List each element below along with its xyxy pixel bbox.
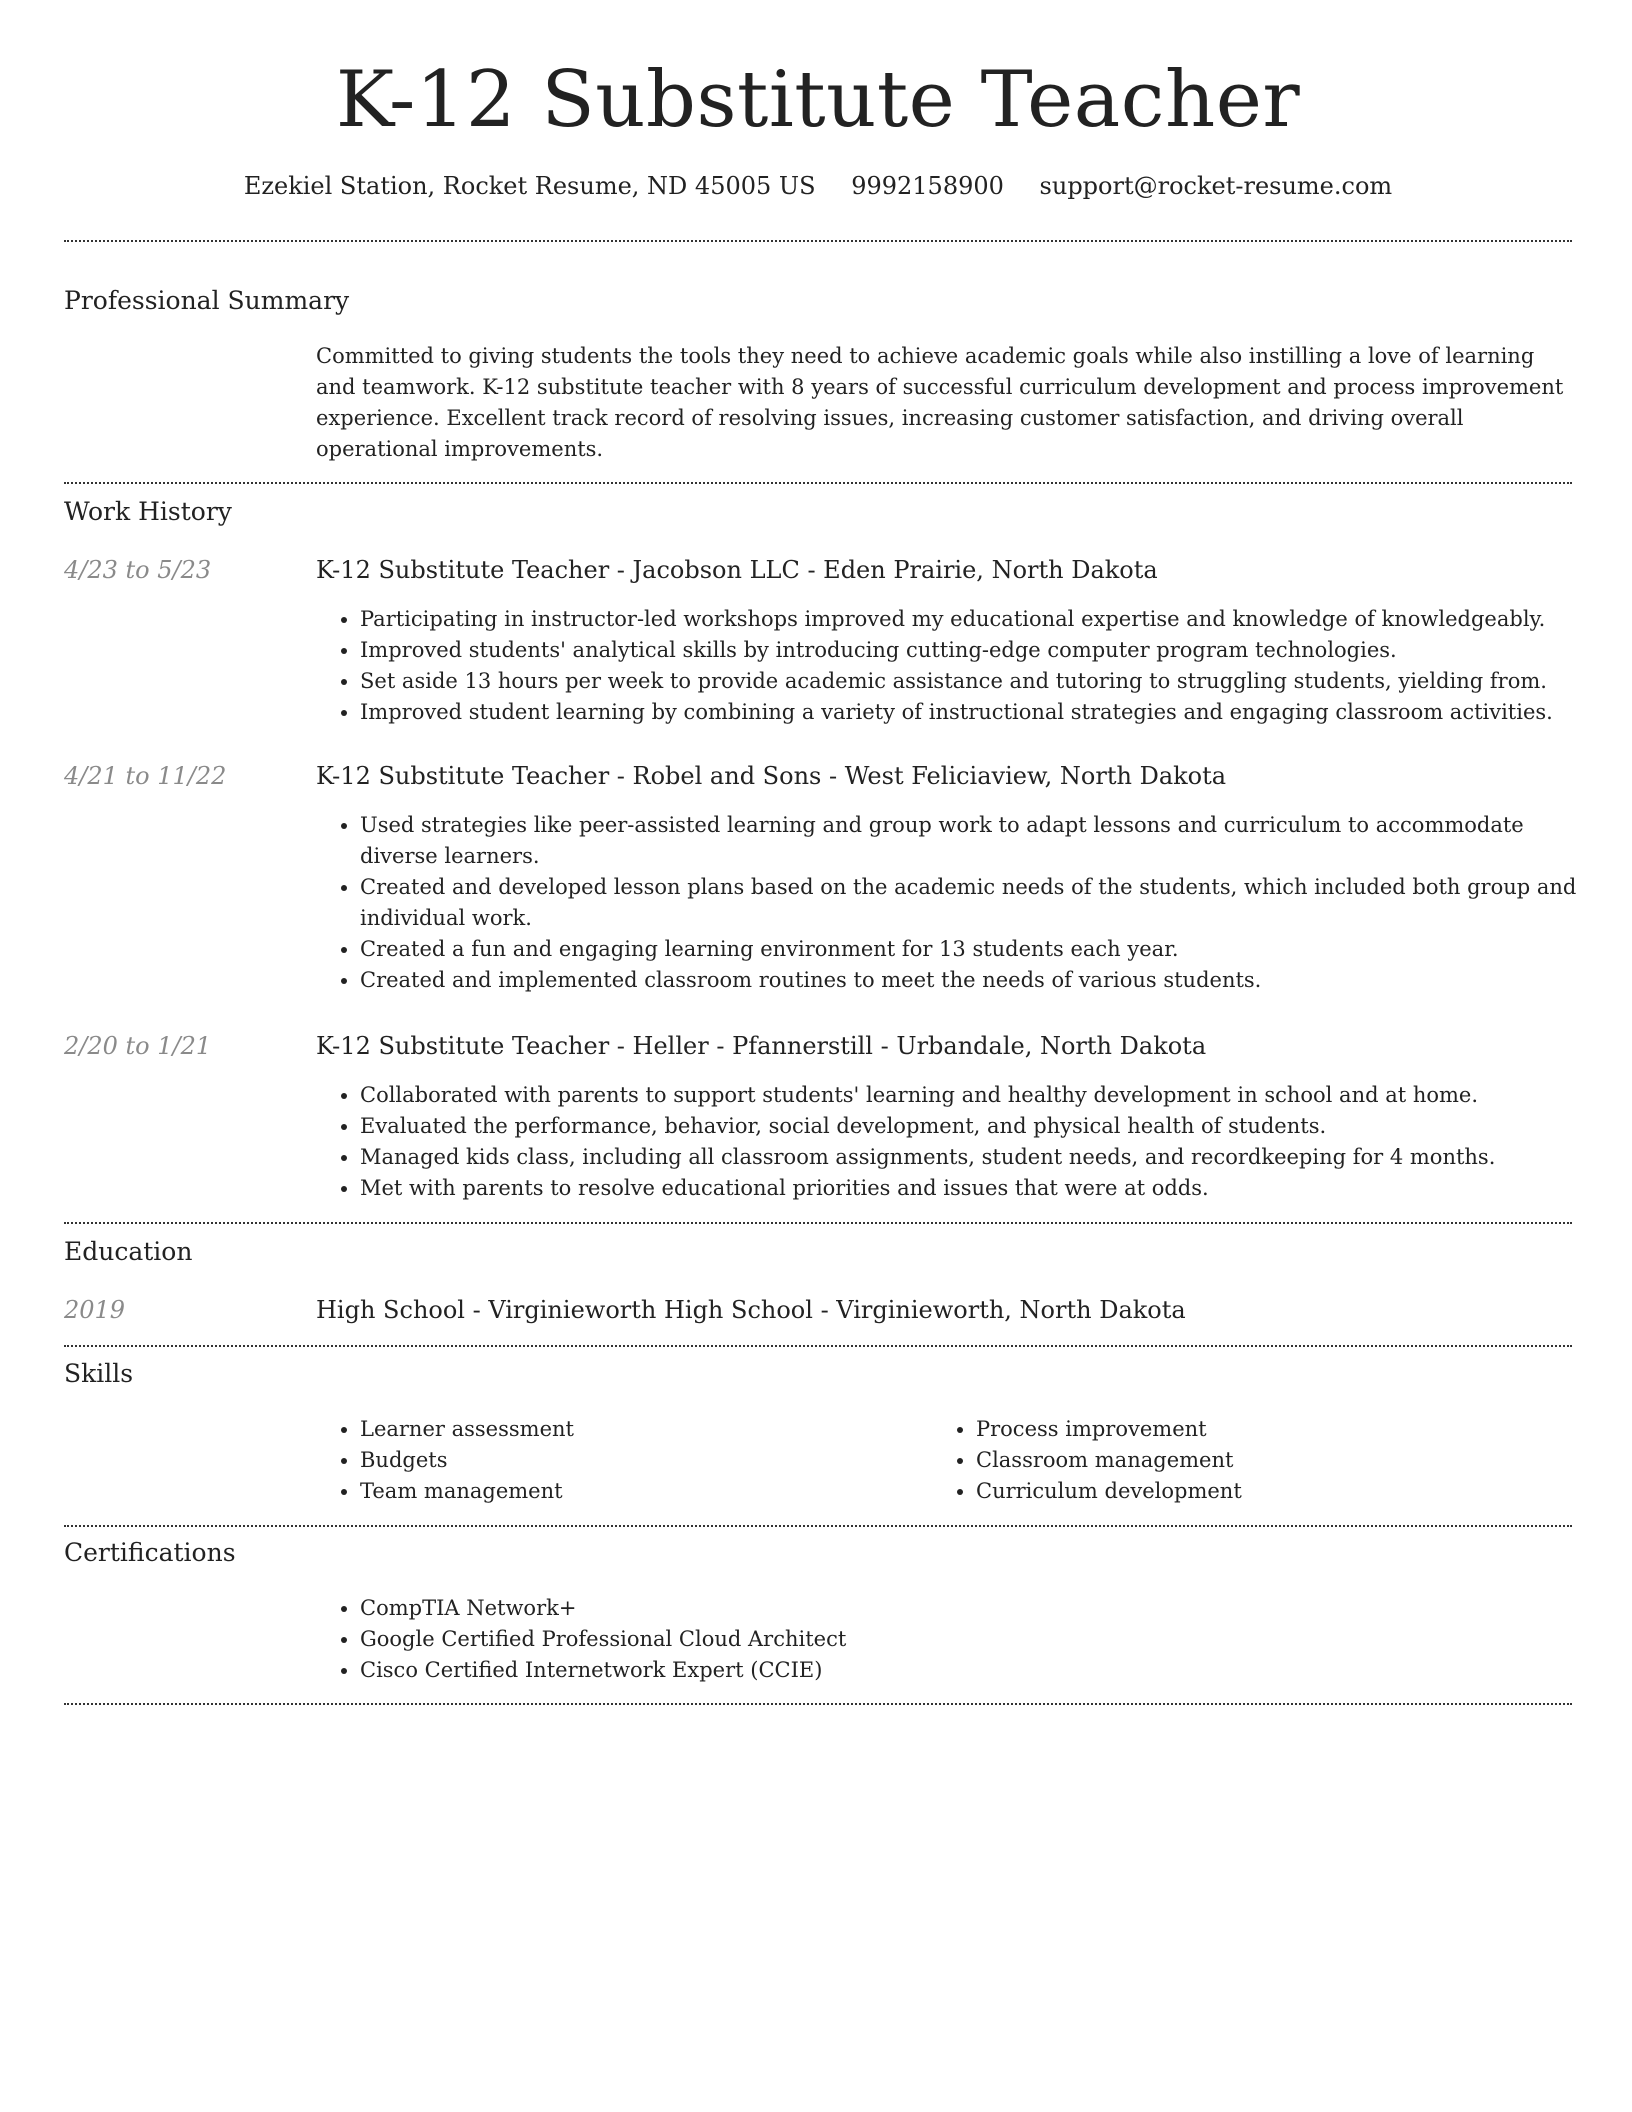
section-divider: [64, 1222, 1572, 1224]
job-heading: K-12 Substitute Teacher - Robel and Sons - West Feliciaview, North Dakota: [316, 762, 1227, 790]
list-item: • Participating in instructor-led workshops improved my educational expertise and knowledge of knowledgeably.: [360, 604, 1580, 635]
job-heading: K-12 Substitute Teacher - Jacobson LLC - Eden Prairie, North Dakota: [316, 556, 1158, 584]
list-item: • Curriculum development: [976, 1476, 1536, 1507]
job-bullets: [316, 1080, 1580, 1204]
job-dates: 4/21 to 11/22: [64, 762, 227, 790]
list-item: • Classroom management: [976, 1445, 1536, 1476]
certifications-section-title: Certifications: [64, 1538, 236, 1567]
job-dates: 4/23 to 5/23: [64, 556, 212, 584]
education-date: 2019: [64, 1296, 126, 1324]
resume-name: K-12 Substitute Teacher: [335, 55, 1301, 145]
list-item: • Google Certified Professional Cloud Architect: [360, 1624, 1580, 1655]
list-item: • Improved students' analytical skills by introducing cutting-edge computer program technologies.: [360, 635, 1580, 666]
section-divider: [64, 1703, 1572, 1705]
job-dates: 2/20 to 1/21: [64, 1032, 212, 1060]
list-item: • Process improvement: [976, 1414, 1536, 1445]
job-bullets: [316, 604, 1580, 728]
section-divider: [64, 1525, 1572, 1527]
summary-text: Committed to giving students the tools they need to achieve academic goals while also instilling a love of learning and teamwork. K-12 substitute teacher with 8 years of successful curriculum development and process improvement experience. Excellent track record of resolving issues, increasing customer satisfaction, and driving overall operational improvements.: [316, 344, 1564, 461]
contact-line: [64, 170, 1572, 202]
work-section-title: Work History: [64, 497, 232, 526]
list-item: • Managed kids class, including all classroom assignments, student needs, and recordkeeping for 4 months.: [360, 1142, 1580, 1173]
list-item: • Created and implemented classroom routines to meet the needs of various students.: [360, 965, 1580, 996]
list-item: • Created a fun and engaging learning environment for 13 students each year.: [360, 934, 1580, 965]
list-item: • CompTIA Network+: [360, 1593, 1580, 1624]
section-divider: [64, 1345, 1572, 1347]
list-item: • Evaluated the performance, behavior, social development, and physical health of students.: [360, 1111, 1580, 1142]
contact-address: Ezekiel Station, Rocket Resume, ND 45005 US: [243, 172, 816, 200]
job-bullets: [316, 810, 1580, 996]
section-divider: [64, 482, 1572, 484]
list-item: • Cisco Certified Internetwork Expert (CCIE): [360, 1655, 1580, 1686]
job-heading: K-12 Substitute Teacher - Heller - Pfannerstill - Urbandale, North Dakota: [316, 1032, 1207, 1060]
skills-list-left: [316, 1414, 920, 1507]
list-item: • Learner assessment: [360, 1414, 920, 1445]
education-section-title: Education: [64, 1237, 193, 1266]
list-item: • Collaborated with parents to support students' learning and healthy development in school and at home.: [360, 1080, 1580, 1111]
contact-phone: 9992158900: [851, 172, 1004, 200]
list-item: • Budgets: [360, 1445, 920, 1476]
contact-email: support@rocket-resume.com: [1039, 172, 1393, 200]
summary-section-title: Professional Summary: [64, 286, 350, 315]
list-item: • Team management: [360, 1476, 920, 1507]
skills-section-title: Skills: [64, 1359, 134, 1388]
list-item: • Set aside 13 hours per week to provide academic assistance and tutoring to struggling students, yielding from.: [360, 666, 1580, 697]
list-item: • Used strategies like peer-assisted learning and group work to adapt lessons and curriculum to accommodate diverse learners.: [360, 810, 1580, 872]
skills-list-right: [932, 1414, 1536, 1507]
section-divider: [64, 240, 1572, 242]
list-item: • Created and developed lesson plans based on the academic needs of the students, which included both group and individual work.: [360, 872, 1580, 934]
certifications-list: [316, 1593, 1580, 1686]
education-heading: High School - Virginieworth High School - Virginieworth, North Dakota: [316, 1296, 1186, 1324]
list-item: • Improved student learning by combining a variety of instructional strategies and engaging classroom activities.: [360, 697, 1580, 728]
list-item: • Met with parents to resolve educational priorities and issues that were at odds.: [360, 1173, 1580, 1204]
